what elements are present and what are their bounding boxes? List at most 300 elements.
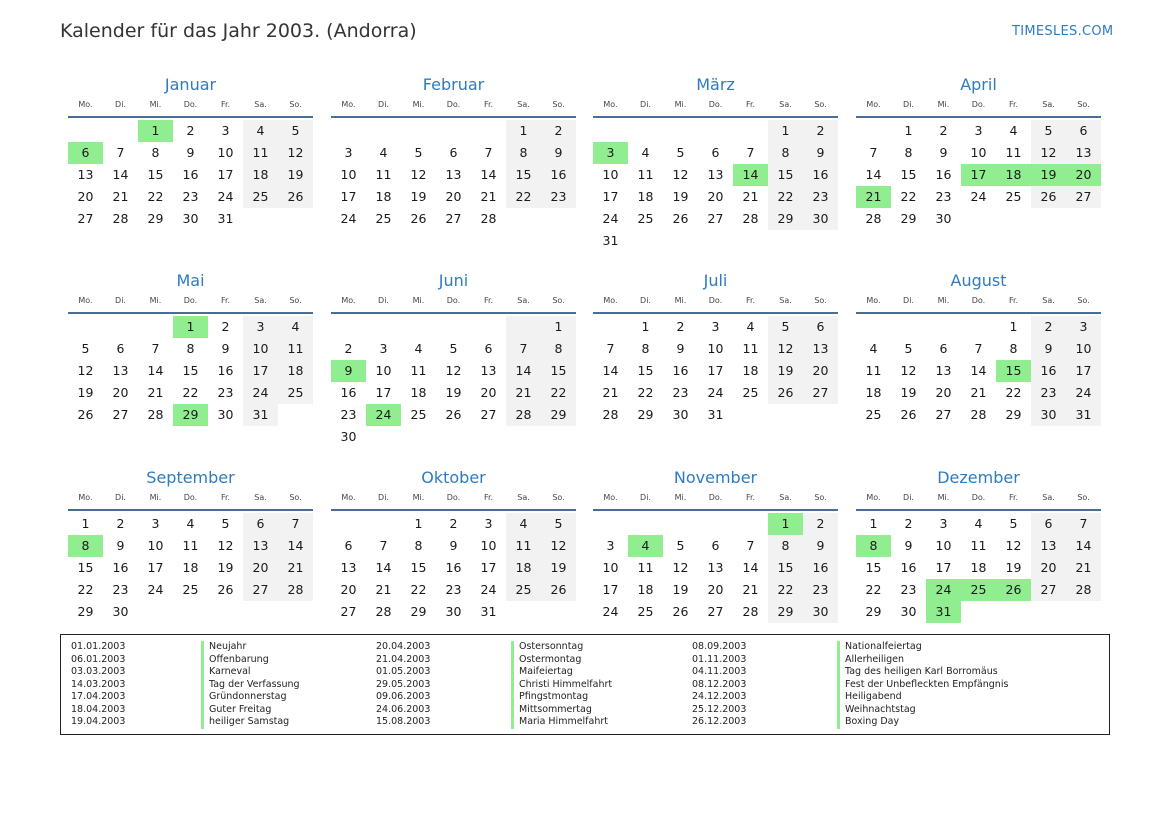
day-cell: 25	[865, 407, 882, 422]
empty-cell	[593, 316, 628, 338]
month-name: August	[950, 271, 1007, 290]
day-cell: 21	[1066, 557, 1101, 579]
week-row	[593, 338, 838, 360]
day-cell: 21	[970, 385, 987, 400]
week-row	[68, 382, 313, 404]
legend-date: 08.09.2003	[692, 641, 747, 652]
weekday-label: Mo.	[603, 100, 618, 109]
weekday-label: Do.	[446, 493, 461, 502]
empty-cell	[891, 316, 926, 338]
day-cell: 20	[707, 582, 724, 597]
day-cell: 26	[672, 604, 689, 619]
day-cell: 28	[506, 404, 541, 426]
weekday-label: Do.	[708, 100, 723, 109]
month-oktober	[331, 467, 576, 623]
legend-holiday-name: Tag des heiligen Karl Borromäus	[837, 666, 1008, 679]
day-cell: 29	[541, 404, 576, 426]
legend-dates-col	[376, 641, 430, 729]
legend-holiday-name: Weihnachtstag	[837, 704, 1008, 717]
weekday-label: So.	[552, 493, 565, 502]
day-cell: 28	[970, 407, 987, 422]
day-cell: 19	[410, 189, 427, 204]
weekday-label: So.	[289, 100, 302, 109]
weekday-label: Di.	[640, 100, 651, 109]
weekday-label: Mi.	[937, 493, 950, 502]
weekday-header	[331, 96, 576, 113]
weekday-header	[593, 96, 838, 113]
holiday-day-cell: 14	[733, 164, 768, 186]
day-cell: 3	[243, 316, 278, 338]
day-cell: 9	[1031, 338, 1066, 360]
day-cell: 28	[375, 604, 392, 619]
day-cell: 20	[77, 189, 94, 204]
day-cell: 9	[939, 145, 948, 160]
day-cell: 10	[375, 363, 392, 378]
day-cell: 9	[116, 538, 125, 553]
day-cell: 17	[602, 189, 619, 204]
day-cell: 23	[340, 407, 357, 422]
day-cell: 5	[221, 516, 230, 531]
day-cell: 3	[344, 145, 353, 160]
day-cell: 29	[768, 601, 803, 623]
day-cell: 28	[602, 407, 619, 422]
day-cell: 12	[672, 560, 689, 575]
day-cell: 19	[217, 560, 234, 575]
day-cell: 4	[379, 145, 388, 160]
day-cell: 2	[116, 516, 125, 531]
month-januar	[68, 74, 313, 230]
day-cell: 9	[803, 535, 838, 557]
day-cell: 16	[340, 385, 357, 400]
day-cell: 3	[939, 516, 948, 531]
month-august	[856, 270, 1101, 426]
day-cell: 18	[278, 360, 313, 382]
day-cell: 2	[803, 120, 838, 142]
holiday-day-cell: 26	[996, 579, 1031, 601]
week-row	[68, 557, 313, 579]
day-cell: 19	[541, 557, 576, 579]
week-row	[68, 404, 313, 426]
week-row	[331, 316, 576, 338]
day-cell: 26	[77, 407, 94, 422]
day-cell: 3	[379, 341, 388, 356]
day-cell: 29	[77, 604, 94, 619]
day-cell: 22	[77, 582, 94, 597]
day-cell: 4	[746, 319, 755, 334]
week-row	[593, 164, 838, 186]
weekday-label: Mo.	[341, 493, 356, 502]
weekday-label: So.	[814, 100, 827, 109]
day-cell: 25	[243, 186, 278, 208]
week-row	[856, 557, 1101, 579]
month-name: Dezember	[937, 468, 1020, 487]
week-row	[593, 230, 838, 252]
legend-holiday-name: Ostermontag	[511, 654, 612, 667]
day-cell: 14	[480, 167, 497, 182]
day-cell: 19	[768, 360, 803, 382]
day-cell: 14	[1066, 535, 1101, 557]
day-cell: 23	[445, 582, 462, 597]
weekday-label: Mi.	[674, 100, 687, 109]
legend-holiday-name: Guter Freitag	[201, 704, 300, 717]
weekday-label: Mo.	[866, 493, 881, 502]
day-cell: 16	[445, 560, 462, 575]
day-cell: 29	[1005, 407, 1022, 422]
day-cell: 16	[803, 164, 838, 186]
weekday-label: Mo.	[603, 296, 618, 305]
day-cell: 3	[974, 123, 983, 138]
day-cell: 8	[1009, 341, 1018, 356]
day-cell: 13	[445, 167, 462, 182]
week-row	[331, 208, 576, 230]
month-november	[593, 467, 838, 623]
holiday-day-cell: 31	[926, 601, 961, 623]
day-cell: 15	[900, 167, 917, 182]
empty-cell	[961, 208, 996, 230]
legend-date: 24.06.2003	[376, 703, 431, 715]
day-cell: 10	[707, 341, 724, 356]
day-cell: 24	[243, 382, 278, 404]
weekday-label: Sa.	[779, 296, 792, 305]
day-cell: 5	[278, 120, 313, 142]
day-cell: 16	[672, 363, 689, 378]
day-cell: 24	[480, 582, 497, 597]
day-cell: 28	[742, 211, 759, 226]
day-cell: 29	[410, 604, 427, 619]
day-cell: 15	[637, 363, 654, 378]
day-cell: 21	[278, 557, 313, 579]
day-cell: 6	[116, 341, 125, 356]
day-cell: 2	[904, 516, 913, 531]
day-cell: 21	[480, 189, 497, 204]
day-cell: 30	[340, 429, 357, 444]
day-cell: 6	[243, 513, 278, 535]
day-cell: 3	[1066, 316, 1101, 338]
day-cell: 8	[506, 142, 541, 164]
weekday-label: So.	[814, 296, 827, 305]
weekday-label: Di.	[115, 100, 126, 109]
day-cell: 30	[803, 208, 838, 230]
legend-holiday-name: Offenbarung	[201, 654, 300, 667]
weekday-label: Fr.	[220, 296, 231, 305]
weekday-label: Sa.	[779, 100, 792, 109]
month-september	[68, 467, 313, 623]
day-cell: 12	[445, 363, 462, 378]
day-cell: 6	[803, 316, 838, 338]
legend-date: 14.03.2003	[71, 678, 126, 690]
day-cell: 19	[278, 164, 313, 186]
empty-cell	[541, 426, 576, 448]
day-cell: 1	[768, 120, 803, 142]
day-cell: 28	[147, 407, 164, 422]
day-cell: 24	[340, 211, 357, 226]
day-cell: 17	[243, 360, 278, 382]
week-row	[68, 186, 313, 208]
day-cell: 2	[221, 319, 230, 334]
month-april	[856, 74, 1101, 230]
weekday-label: So.	[289, 296, 302, 305]
day-cell: 17	[707, 363, 724, 378]
weekday-label: Do.	[971, 100, 986, 109]
weekday-header	[68, 489, 313, 506]
weekday-label: So.	[1077, 493, 1090, 502]
week-row	[856, 208, 1101, 230]
day-cell: 11	[278, 338, 313, 360]
day-cell: 13	[480, 363, 497, 378]
day-cell: 22	[541, 382, 576, 404]
empty-cell	[663, 230, 698, 252]
weekday-label: Mi.	[412, 296, 425, 305]
empty-cell	[506, 316, 541, 338]
weekday-label: Do.	[446, 100, 461, 109]
day-cell: 6	[711, 145, 720, 160]
day-cell: 5	[541, 513, 576, 535]
day-cell: 25	[637, 604, 654, 619]
day-cell: 10	[243, 338, 278, 360]
day-cell: 3	[484, 516, 493, 531]
weekday-label: Fr.	[745, 100, 756, 109]
day-cell: 23	[217, 385, 234, 400]
holiday-day-cell: 8	[68, 535, 103, 557]
empty-cell	[278, 601, 313, 623]
legend-dates-col	[71, 641, 125, 729]
empty-cell	[366, 513, 401, 535]
week-row	[593, 142, 838, 164]
empty-cell	[1031, 601, 1066, 623]
day-cell: 27	[243, 579, 278, 601]
day-cell: 20	[340, 582, 357, 597]
day-cell: 19	[900, 385, 917, 400]
day-cell: 4	[186, 516, 195, 531]
weekday-label: Mi.	[674, 296, 687, 305]
day-cell: 11	[865, 363, 882, 378]
day-cell: 18	[243, 164, 278, 186]
day-cell: 14	[375, 560, 392, 575]
day-cell: 29	[865, 604, 882, 619]
weekday-header	[331, 292, 576, 309]
legend-names-col	[201, 641, 300, 729]
day-cell: 5	[904, 341, 913, 356]
weekday-label: Di.	[115, 493, 126, 502]
day-cell: 9	[449, 538, 458, 553]
empty-cell	[68, 120, 103, 142]
empty-cell	[541, 601, 576, 623]
day-cell: 8	[641, 341, 650, 356]
day-cell: 7	[379, 538, 388, 553]
empty-cell	[506, 601, 541, 623]
holiday-day-cell: 1	[768, 513, 803, 535]
day-cell: 24	[602, 211, 619, 226]
day-cell: 25	[1005, 189, 1022, 204]
day-cell: 16	[112, 560, 129, 575]
holiday-day-cell: 29	[173, 404, 208, 426]
weekday-label: Mi.	[149, 100, 162, 109]
weekday-label: Mo.	[341, 100, 356, 109]
weekday-header	[68, 96, 313, 113]
weekday-label: Mi.	[937, 296, 950, 305]
day-cell: 24	[707, 385, 724, 400]
empty-cell	[436, 316, 471, 338]
legend-holiday-name: Nationalfeiertag	[837, 641, 1008, 654]
weekday-label: Do.	[971, 296, 986, 305]
weekday-label: Fr.	[483, 493, 494, 502]
day-cell: 21	[375, 582, 392, 597]
day-cell: 10	[217, 145, 234, 160]
day-cell: 28	[1066, 579, 1101, 601]
week-row	[856, 164, 1101, 186]
day-cell: 26	[541, 579, 576, 601]
day-cell: 26	[1031, 186, 1066, 208]
day-cell: 10	[602, 560, 619, 575]
legend-date: 01.05.2003	[376, 666, 431, 677]
empty-cell	[366, 120, 401, 142]
empty-cell	[243, 601, 278, 623]
day-cell: 27	[935, 407, 952, 422]
day-cell: 26	[768, 382, 803, 404]
day-cell: 31	[480, 604, 497, 619]
day-cell: 22	[637, 385, 654, 400]
legend-date: 08.12.2003	[692, 678, 747, 690]
day-cell: 25	[182, 582, 199, 597]
day-cell: 22	[768, 186, 803, 208]
day-cell: 30	[182, 211, 199, 226]
brand-link[interactable]: TIMESLES.COM	[1012, 24, 1114, 39]
day-cell: 17	[217, 167, 234, 182]
day-cell: 7	[746, 538, 755, 553]
day-cell: 4	[506, 513, 541, 535]
empty-cell	[698, 120, 733, 142]
day-cell: 10	[935, 538, 952, 553]
day-cell: 9	[676, 341, 685, 356]
day-cell: 26	[410, 211, 427, 226]
day-cell: 25	[742, 385, 759, 400]
day-cell: 23	[803, 579, 838, 601]
weekday-label: Di.	[378, 493, 389, 502]
holiday-day-cell: 4	[628, 535, 663, 557]
day-cell: 5	[449, 341, 458, 356]
day-cell: 25	[278, 382, 313, 404]
week-row	[68, 338, 313, 360]
day-cell: 18	[637, 582, 654, 597]
day-cell: 8	[414, 538, 423, 553]
holiday-day-cell: 9	[331, 360, 366, 382]
page-title: Kalender für das Jahr 2003. (Andorra)	[60, 20, 417, 42]
day-cell: 13	[935, 363, 952, 378]
day-cell: 15	[768, 164, 803, 186]
week-row	[856, 535, 1101, 557]
week-row	[856, 338, 1101, 360]
weekday-label: Do.	[446, 296, 461, 305]
empty-cell	[506, 208, 541, 230]
week-row	[331, 426, 576, 448]
empty-cell	[138, 316, 173, 338]
empty-cell	[733, 513, 768, 535]
legend-dates-col	[692, 641, 746, 729]
weekday-label: Mo.	[78, 100, 93, 109]
day-cell: 4	[869, 341, 878, 356]
day-cell: 30	[1031, 404, 1066, 426]
legend-holiday-name: Maifeiertag	[511, 666, 612, 679]
legend-date: 19.04.2003	[71, 716, 126, 727]
day-cell: 2	[344, 341, 353, 356]
day-cell: 25	[375, 211, 392, 226]
weekday-label: Do.	[183, 296, 198, 305]
week-row	[68, 513, 313, 535]
day-cell: 18	[742, 363, 759, 378]
day-cell: 5	[414, 145, 423, 160]
weekday-label: Sa.	[517, 100, 530, 109]
weekday-label: Do.	[183, 100, 198, 109]
holiday-day-cell: 20	[1066, 164, 1101, 186]
day-cell: 16	[1031, 360, 1066, 382]
day-cell: 15	[865, 560, 882, 575]
day-cell: 20	[1031, 557, 1066, 579]
week-row	[856, 404, 1101, 426]
day-cell: 13	[1031, 535, 1066, 557]
day-cell: 19	[77, 385, 94, 400]
empty-cell	[331, 120, 366, 142]
week-row	[593, 579, 838, 601]
day-cell: 1	[81, 516, 90, 531]
day-cell: 17	[375, 385, 392, 400]
weekday-label: Fr.	[1008, 100, 1019, 109]
legend-date: 03.03.2003	[71, 666, 126, 677]
weekday-label: Di.	[378, 100, 389, 109]
day-cell: 11	[637, 560, 654, 575]
holiday-day-cell: 24	[926, 579, 961, 601]
day-cell: 16	[541, 164, 576, 186]
week-row	[593, 360, 838, 382]
day-cell: 2	[939, 123, 948, 138]
day-cell: 19	[445, 385, 462, 400]
weekday-header	[331, 489, 576, 506]
week-row	[331, 601, 576, 623]
day-cell: 15	[182, 363, 199, 378]
weekday-label: So.	[1077, 100, 1090, 109]
day-cell: 17	[935, 560, 952, 575]
legend-holiday-name: Tag der Verfassung	[201, 679, 300, 692]
day-cell: 5	[676, 145, 685, 160]
week-row	[593, 513, 838, 535]
day-cell: 1	[1009, 319, 1018, 334]
day-cell: 24	[970, 189, 987, 204]
weekday-label: Di.	[640, 296, 651, 305]
day-cell: 9	[803, 142, 838, 164]
week-row	[68, 142, 313, 164]
week-row	[856, 186, 1101, 208]
day-cell: 27	[77, 211, 94, 226]
weekday-header	[593, 292, 838, 309]
day-cell: 2	[1031, 316, 1066, 338]
empty-cell	[628, 230, 663, 252]
week-row	[331, 404, 576, 426]
day-cell: 2	[803, 513, 838, 535]
day-cell: 27	[1031, 579, 1066, 601]
legend-holiday-name: Karneval	[201, 666, 300, 679]
day-cell: 25	[410, 407, 427, 422]
day-cell: 10	[970, 145, 987, 160]
day-cell: 22	[865, 582, 882, 597]
day-cell: 26	[217, 582, 234, 597]
day-cell: 30	[445, 604, 462, 619]
empty-cell	[593, 513, 628, 535]
day-cell: 12	[1031, 142, 1066, 164]
legend-holiday-name: Mittsommertag	[511, 704, 612, 717]
weekday-header	[68, 292, 313, 309]
legend-date: 17.04.2003	[71, 691, 126, 702]
week-row	[68, 535, 313, 557]
day-cell: 6	[1066, 120, 1101, 142]
